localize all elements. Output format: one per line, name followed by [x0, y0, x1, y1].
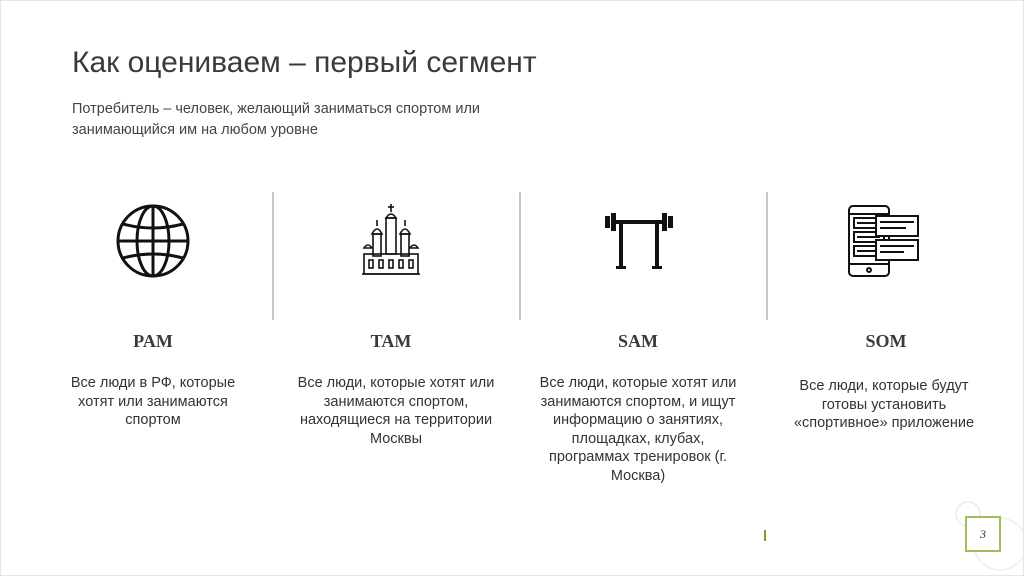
column-divider — [519, 192, 521, 320]
sam-description: Все люди, которые хотят или занимаются спортом, и ищут информацию о занятиях, площадках, клубах, программах тренировок (г. Москва) — [539, 375, 737, 484]
slide-subtitle: Потребитель – человек, желающий заниматься спортом или занимающийся им на любом уровне — [72, 101, 481, 138]
som-heading: SOM — [865, 331, 907, 351]
accent-tick — [764, 530, 766, 541]
pam-description: Все люди в РФ, которые хотят или занимаются спортом — [70, 375, 236, 428]
page-number: 3 — [965, 516, 1001, 552]
column-divider — [766, 192, 768, 320]
column-divider — [272, 192, 274, 320]
pullup-bar-icon — [603, 210, 675, 277]
mobile-app-icon — [846, 204, 922, 283]
kremlin-cathedral-icon — [360, 204, 422, 283]
globe-icon — [114, 202, 192, 285]
tam-description: Все люди, которые хотят или занимаются спортом, находящиеся на территории Москвы — [297, 375, 495, 447]
pam-heading: PAM — [133, 331, 173, 351]
tam-heading: TAM — [370, 331, 412, 351]
som-description: Все люди, которые будут готовы установить «спортивное» приложение — [793, 378, 975, 431]
slide-title: Как оцениваем – первый сегмент — [72, 46, 537, 79]
sam-heading: SAM — [618, 331, 658, 351]
